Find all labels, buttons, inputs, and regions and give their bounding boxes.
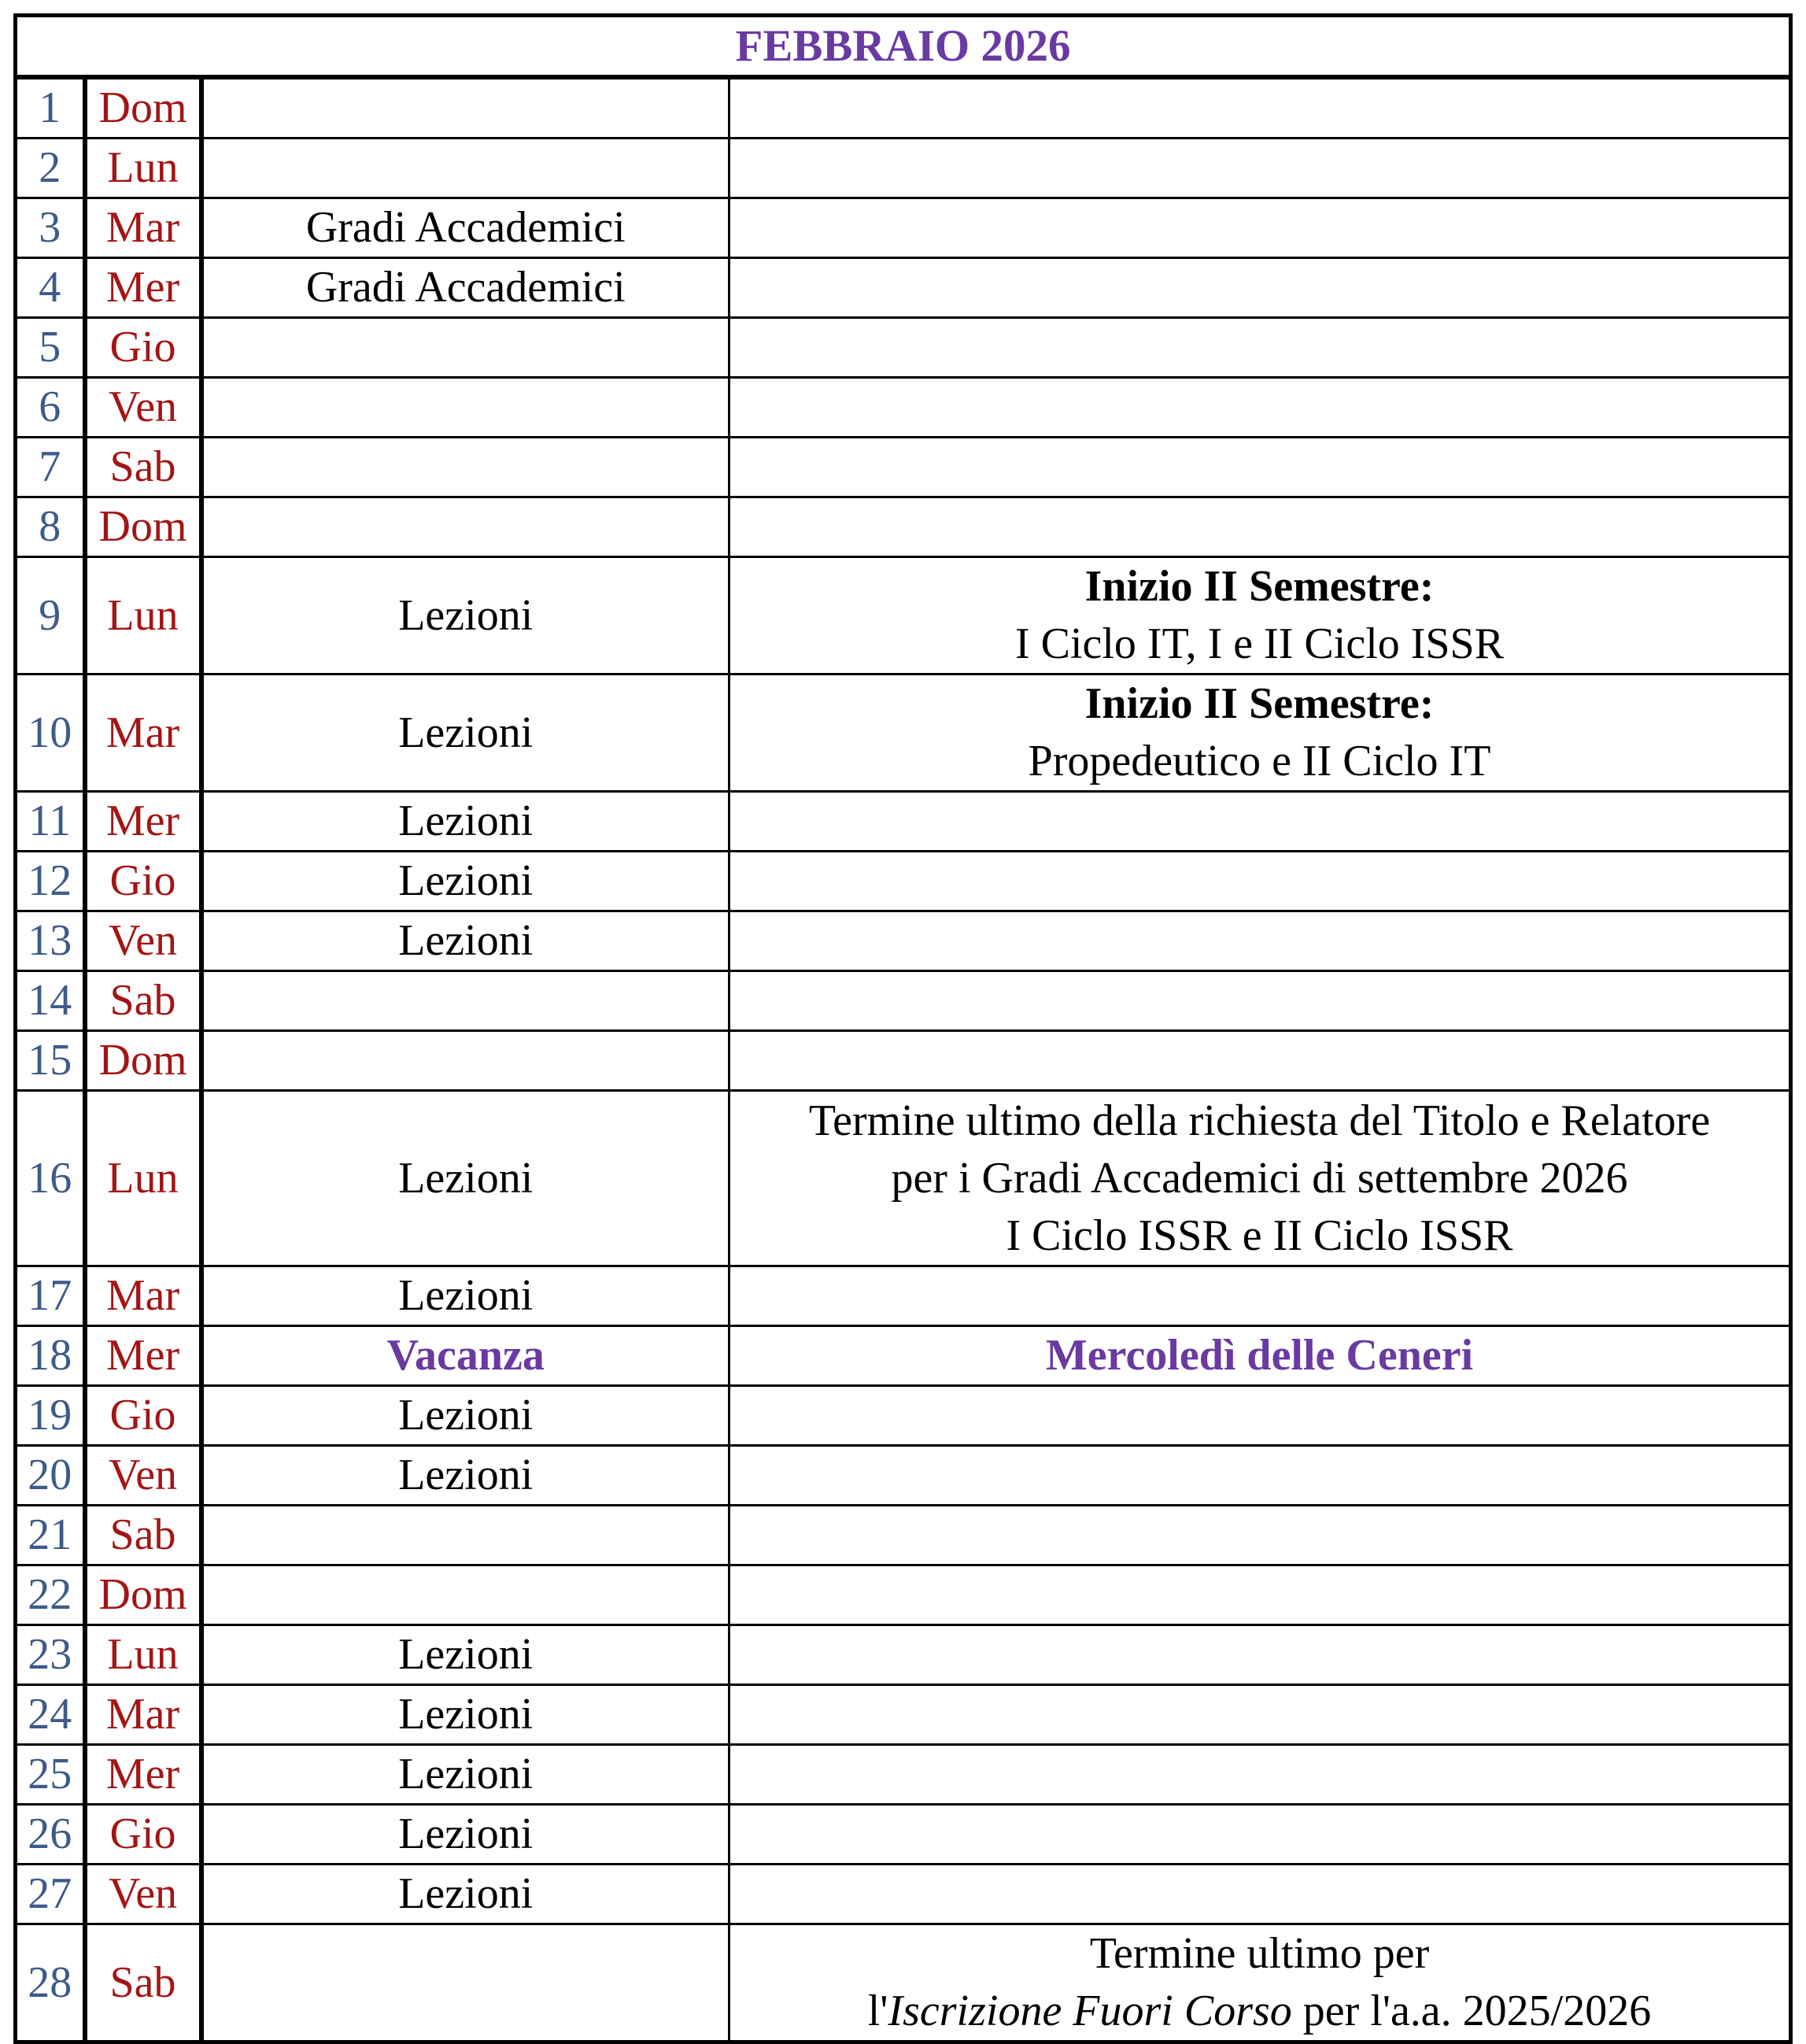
month-title-row	[16, 16, 1791, 78]
day-row	[16, 792, 1791, 852]
day-number: 11	[16, 792, 85, 852]
note-text: l'	[867, 1987, 888, 2035]
day-row	[16, 438, 1791, 497]
day-name: Mar	[85, 198, 201, 258]
day-row	[16, 1326, 1791, 1386]
day-row	[16, 198, 1791, 258]
day-number: 13	[16, 911, 85, 971]
day-name: Gio	[85, 1386, 201, 1446]
notes-cell	[729, 1745, 1791, 1805]
notes-cell	[729, 77, 1791, 139]
notes-cell	[729, 1031, 1791, 1091]
day-row	[16, 1924, 1791, 2042]
note-line: per i Gradi Accademici di settembre 2026	[891, 1153, 1628, 1203]
notes-cell	[729, 1805, 1791, 1865]
day-row	[16, 971, 1791, 1031]
day-name: Dom	[85, 1031, 201, 1091]
activity-cell: Lezioni	[201, 1865, 729, 1924]
activity-cell	[201, 139, 729, 198]
day-row	[16, 1625, 1791, 1685]
day-name: Mer	[85, 258, 201, 318]
activity-cell	[201, 1924, 729, 2042]
note-line: Termine ultimo della richiesta del Titolo e Relatore	[808, 1096, 1711, 1145]
day-number: 3	[16, 198, 85, 258]
notes-cell	[729, 1924, 1791, 2042]
day-row	[16, 1685, 1791, 1745]
day-number: 1	[16, 77, 85, 139]
notes-cell	[729, 378, 1791, 438]
day-row	[16, 1565, 1791, 1625]
activity-cell: Lezioni	[201, 1805, 729, 1865]
day-row	[16, 1386, 1791, 1446]
activity-cell: Lezioni	[201, 1685, 729, 1745]
activity-cell: Gradi Accademici	[201, 198, 729, 258]
notes-cell	[729, 1685, 1791, 1745]
activity-cell	[201, 971, 729, 1031]
activity-cell: Lezioni	[201, 1266, 729, 1326]
calendar-body	[16, 16, 1791, 2042]
month-title: FEBBRAIO 2026	[16, 16, 1791, 78]
notes-cell	[729, 1386, 1791, 1446]
notes-cell	[729, 1865, 1791, 1924]
day-number: 7	[16, 438, 85, 497]
activity-cell	[201, 1031, 729, 1091]
day-number: 9	[16, 557, 85, 675]
day-name: Sab	[85, 438, 201, 497]
day-number: 6	[16, 378, 85, 438]
activity-cell: Lezioni	[201, 557, 729, 675]
day-number: 10	[16, 675, 85, 792]
notes-cell	[729, 1091, 1791, 1266]
activity-cell	[201, 378, 729, 438]
notes-cell	[729, 198, 1791, 258]
day-number: 16	[16, 1091, 85, 1266]
activity-cell: Lezioni	[201, 1745, 729, 1805]
notes-cell	[729, 911, 1791, 971]
note-line: Inizio II Semestre:	[1084, 562, 1435, 611]
day-number: 22	[16, 1565, 85, 1625]
day-row	[16, 139, 1791, 198]
note-line: Inizio II Semestre:	[1084, 679, 1435, 728]
day-row	[16, 1506, 1791, 1565]
notes-cell	[729, 258, 1791, 318]
day-number: 12	[16, 852, 85, 911]
day-number: 26	[16, 1805, 85, 1865]
day-number: 19	[16, 1386, 85, 1446]
day-row	[16, 1266, 1791, 1326]
day-name: Ven	[85, 1446, 201, 1506]
notes-cell	[729, 438, 1791, 497]
note-line: Termine ultimo per	[1089, 1929, 1430, 1978]
day-row	[16, 911, 1791, 971]
activity-cell: Lezioni	[201, 1625, 729, 1685]
day-number: 18	[16, 1326, 85, 1386]
day-name: Lun	[85, 139, 201, 198]
activity-cell: Lezioni	[201, 1446, 729, 1506]
day-row	[16, 852, 1791, 911]
activity-cell	[201, 497, 729, 557]
day-name: Mar	[85, 675, 201, 792]
day-number: 4	[16, 258, 85, 318]
activity-cell	[201, 77, 729, 139]
day-name: Mar	[85, 1266, 201, 1326]
notes-cell	[729, 675, 1791, 792]
note-text: per l'a.a. 2025/2026	[1291, 1987, 1652, 2035]
day-name: Mer	[85, 792, 201, 852]
notes-cell	[729, 318, 1791, 378]
day-name: Gio	[85, 1805, 201, 1865]
activity-cell: Lezioni	[201, 911, 729, 971]
day-name: Ven	[85, 911, 201, 971]
notes-cell	[729, 557, 1791, 675]
day-row	[16, 77, 1791, 139]
day-number: 15	[16, 1031, 85, 1091]
notes-cell	[729, 1266, 1791, 1326]
day-number: 24	[16, 1685, 85, 1745]
day-row	[16, 1805, 1791, 1865]
day-number: 5	[16, 318, 85, 378]
day-row	[16, 675, 1791, 792]
note-line: I Ciclo IT, I e II Ciclo ISSR	[1014, 619, 1505, 668]
activity-cell: Gradi Accademici	[201, 258, 729, 318]
day-name: Lun	[85, 557, 201, 675]
notes-cell	[729, 852, 1791, 911]
day-row	[16, 1091, 1791, 1266]
note-line: Propedeutico e II Ciclo IT	[1028, 737, 1491, 785]
notes-cell	[729, 1326, 1791, 1386]
notes-cell	[729, 792, 1791, 852]
day-name: Ven	[85, 1865, 201, 1924]
day-row	[16, 1031, 1791, 1091]
day-name: Gio	[85, 318, 201, 378]
day-row	[16, 1865, 1791, 1924]
day-number: 21	[16, 1506, 85, 1565]
day-number: 28	[16, 1924, 85, 2042]
day-name: Mer	[85, 1745, 201, 1805]
notes-cell	[729, 497, 1791, 557]
day-row	[16, 258, 1791, 318]
activity-cell	[201, 1565, 729, 1625]
activity-cell: Lezioni	[201, 1386, 729, 1446]
day-name: Sab	[85, 1924, 201, 2042]
day-number: 27	[16, 1865, 85, 1924]
day-row	[16, 557, 1791, 675]
day-name: Ven	[85, 378, 201, 438]
activity-cell	[201, 1506, 729, 1565]
day-number: 8	[16, 497, 85, 557]
day-name: Lun	[85, 1625, 201, 1685]
day-name: Mar	[85, 1685, 201, 1745]
notes-cell	[729, 1565, 1791, 1625]
notes-cell	[729, 1625, 1791, 1685]
activity-cell: Lezioni	[201, 1091, 729, 1266]
activity-cell	[201, 438, 729, 497]
day-number: 14	[16, 971, 85, 1031]
notes-cell	[729, 1506, 1791, 1565]
day-name: Dom	[85, 497, 201, 557]
note-line: I Ciclo ISSR e II Ciclo ISSR	[1006, 1211, 1513, 1260]
day-row	[16, 378, 1791, 438]
day-name: Gio	[85, 852, 201, 911]
note-line: Mercoledì delle Ceneri	[1045, 1331, 1474, 1380]
activity-cell: Lezioni	[201, 852, 729, 911]
day-number: 23	[16, 1625, 85, 1685]
day-name: Lun	[85, 1091, 201, 1266]
day-number: 2	[16, 139, 85, 198]
day-row	[16, 497, 1791, 557]
day-row	[16, 1745, 1791, 1805]
day-number: 25	[16, 1745, 85, 1805]
activity-cell: Lezioni	[201, 792, 729, 852]
note-italic-text: Iscrizione Fuori Corso	[888, 1987, 1292, 2035]
day-row	[16, 318, 1791, 378]
day-row	[16, 1446, 1791, 1506]
day-name: Dom	[85, 77, 201, 139]
day-number: 17	[16, 1266, 85, 1326]
notes-cell	[729, 971, 1791, 1031]
day-name: Sab	[85, 1506, 201, 1565]
day-number: 20	[16, 1446, 85, 1506]
calendar-table	[13, 13, 1793, 2044]
activity-cell	[201, 318, 729, 378]
activity-cell: Lezioni	[201, 675, 729, 792]
notes-cell	[729, 139, 1791, 198]
day-name: Dom	[85, 1565, 201, 1625]
notes-cell	[729, 1446, 1791, 1506]
activity-cell: Vacanza	[201, 1326, 729, 1386]
day-name: Mer	[85, 1326, 201, 1386]
note-line	[730, 1983, 1789, 2040]
day-name: Sab	[85, 971, 201, 1031]
